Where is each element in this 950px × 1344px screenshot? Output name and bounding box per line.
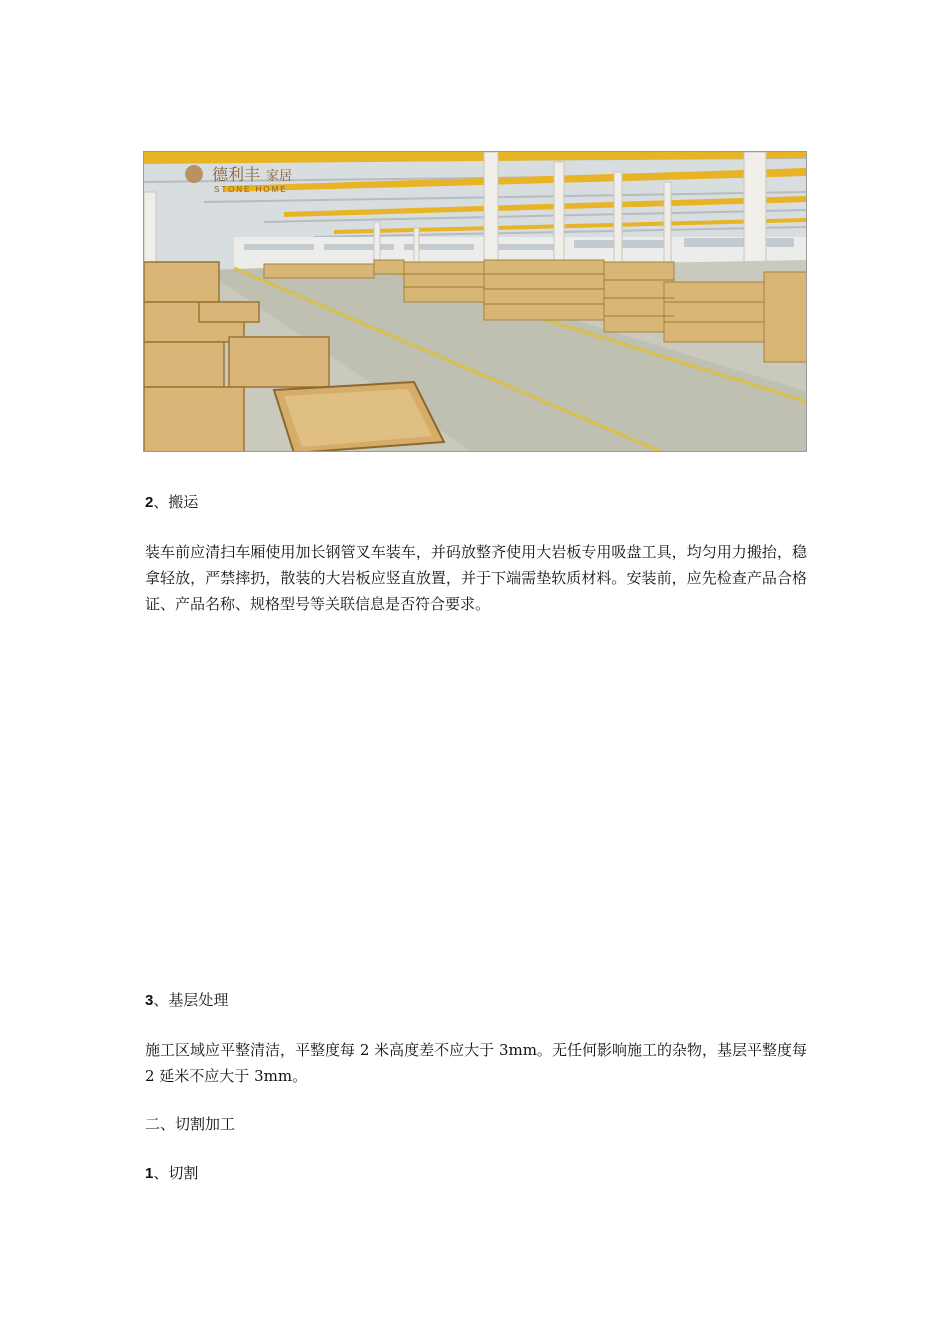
logo-cn: 德利丰 xyxy=(212,167,261,184)
section-title: 基层处理 xyxy=(168,991,229,1009)
section-heading-base-treatment xyxy=(145,990,228,1011)
section-title: 搬运 xyxy=(168,493,199,511)
section-number: 3 xyxy=(145,992,154,1009)
section-separator: 、 xyxy=(153,493,169,511)
paragraph-base-treatment: 施工区域应平整清洁，平整度每 2 米高度差不应大于 3mm。无任何影响施工的杂物，基层平整度每 2 延米不应大于 3mm。 xyxy=(145,1041,807,1085)
chapter-title: 二、切割加工 xyxy=(145,1115,236,1133)
section-title: 切割 xyxy=(168,1164,199,1182)
section-number: 1 xyxy=(145,1165,154,1182)
section-heading-transport xyxy=(145,492,198,513)
paragraph-transport: 装车前应清扫车厢使用加长钢管叉车装车，并码放整齐使用大岩板专用吸盘工具，均匀用力搬抬，稳拿轻放，严禁摔扔，散装的大岩板应竖直放置，并于下端需垫软质材料。安装前，应先检查产品合格证、产品名称、规格型号等关联信息是否符合要求。 xyxy=(145,543,807,613)
logo-cn-home: 家居 xyxy=(266,168,293,183)
section-heading-cutting xyxy=(145,1163,198,1184)
section-separator: 、 xyxy=(153,991,169,1009)
chapter-heading-cutting xyxy=(145,1114,235,1134)
section-separator: 、 xyxy=(153,1164,169,1182)
section-number: 2 xyxy=(145,494,154,511)
warehouse-photo xyxy=(143,151,807,452)
logo-en: STONE HOME xyxy=(214,185,288,194)
